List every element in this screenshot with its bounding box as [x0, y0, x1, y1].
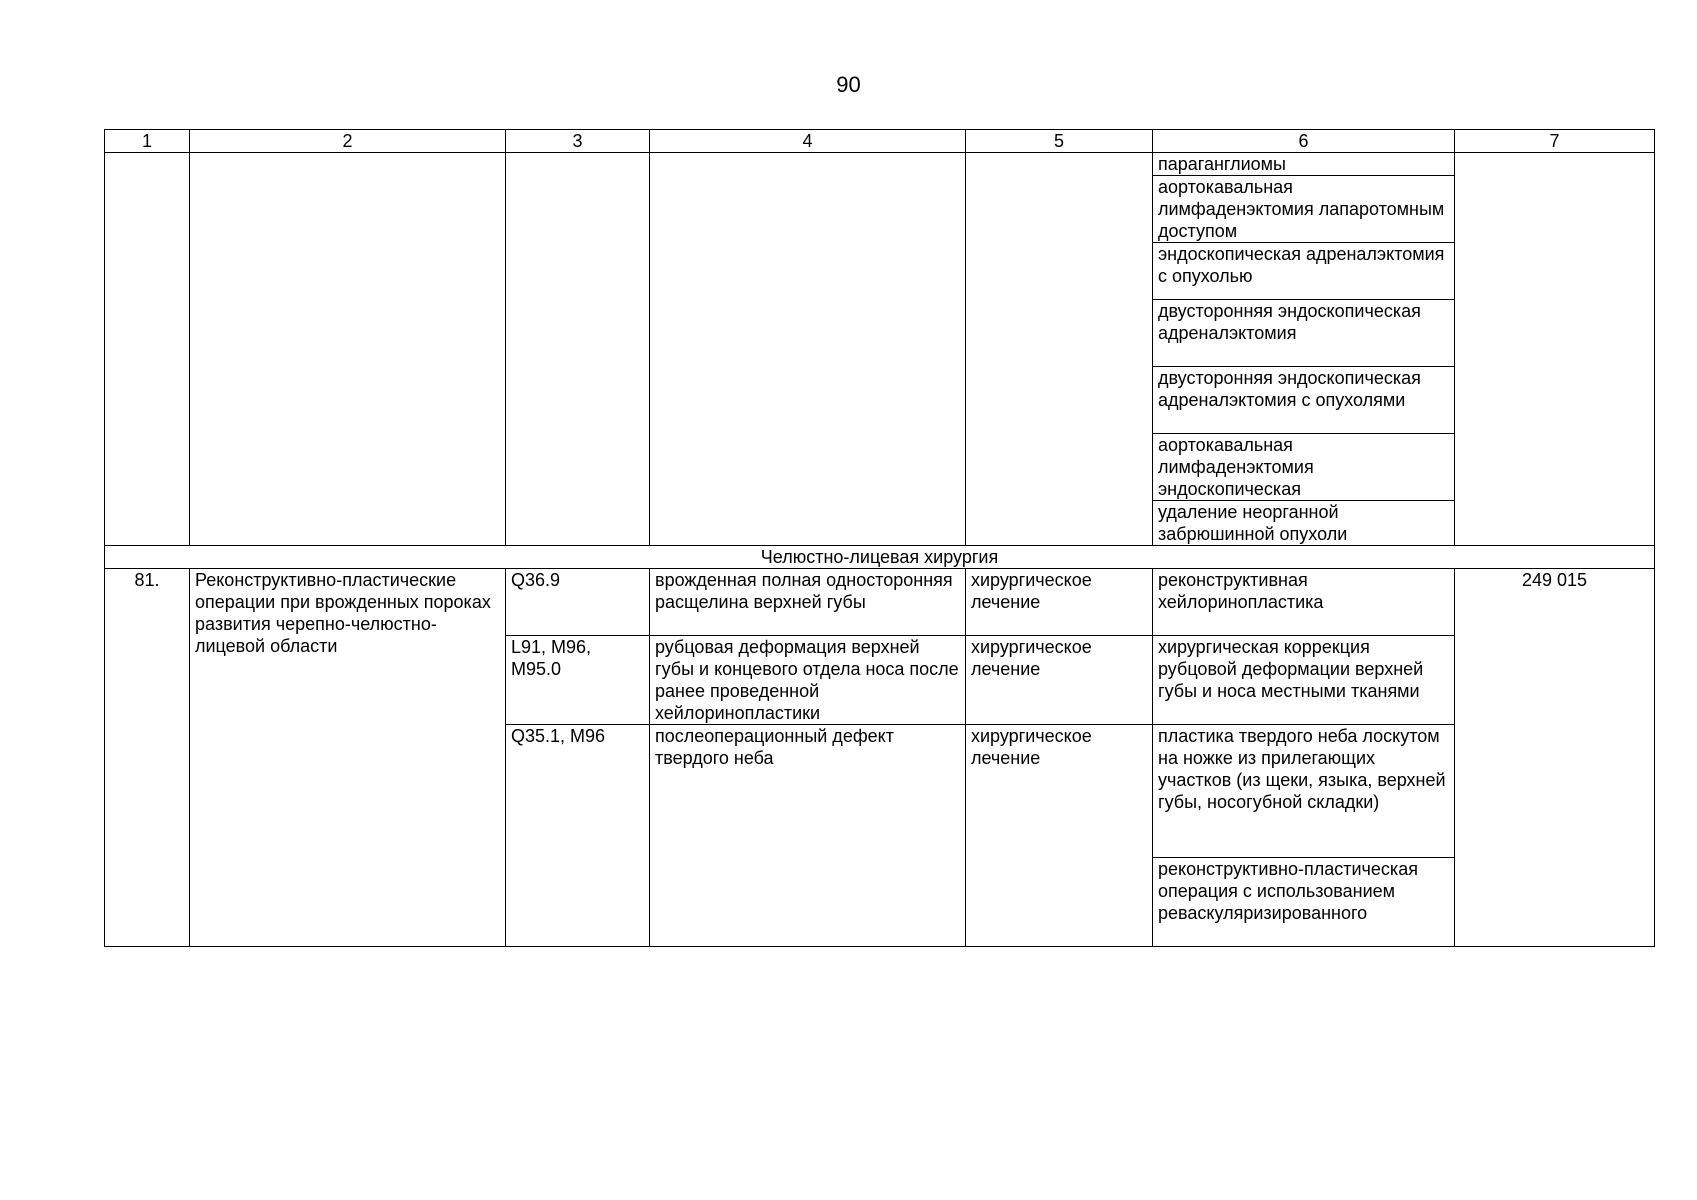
- treatment-type: хирургическое лечение: [966, 569, 1153, 636]
- table-row: [105, 569, 1655, 636]
- header-cell-1: 1: [105, 130, 190, 153]
- methods-cell: [1153, 725, 1455, 947]
- header-row: [105, 130, 1655, 153]
- method: хирургическая коррекция рубцовой деформации верхней губы и носа местными тканями: [1153, 636, 1455, 725]
- header-cell-4: 4: [650, 130, 966, 153]
- tariff-table: [104, 129, 1655, 947]
- icd-codes: L91, M96, M95.0: [506, 636, 650, 725]
- treatment-type: хирургическое лечение: [966, 636, 1153, 725]
- header-cell-6: 6: [1153, 130, 1455, 153]
- method: пластика твердого неба лоскутом на ножке из прилегающих участков (из щеки, языка, верхней губы, носогубной складки): [1153, 725, 1454, 858]
- icd-codes: Q36.9: [506, 569, 650, 636]
- page-number: 90: [836, 72, 861, 97]
- operation-item: удаление неорганной забрюшинной опухоли: [1158, 502, 1348, 544]
- header-cell-7: 7: [1455, 130, 1655, 153]
- entry-number: 81.: [105, 569, 190, 947]
- method: реконструктивно-пластическая операция с использованием реваскуляризированного: [1158, 859, 1418, 923]
- treatment-type: хирургическое лечение: [966, 725, 1153, 947]
- operation-item: двусторонняя эндоскопическая адреналэктомия с опухолями: [1153, 367, 1454, 434]
- operation-item: параганглиомы: [1153, 153, 1454, 176]
- header-cell-2: 2: [190, 130, 506, 153]
- continued-row: [105, 153, 1655, 546]
- header-cell-5: 5: [966, 130, 1153, 153]
- diagnosis: врожденная полная односторонняя расщелина верхней губы: [650, 569, 966, 636]
- diagnosis: послеоперационный дефект твердого неба: [650, 725, 966, 947]
- section-title: Челюстно-лицевая хирургия: [105, 546, 1655, 569]
- continued-operations-cell: [1153, 153, 1455, 546]
- operation-item: эндоскопическая адреналэктомия с опухолью: [1153, 243, 1454, 300]
- operation-item: аортокавальная лимфаденэктомия лапаротомным доступом: [1153, 176, 1454, 243]
- price: 249 015: [1455, 569, 1655, 947]
- section-row: [105, 546, 1655, 569]
- method: реконструктивная хейлоринопластика: [1153, 569, 1455, 636]
- entry-name: Реконструктивно-пластические операции при врожденных пороках развития черепно-челюстно-лицевой области: [190, 569, 506, 947]
- diagnosis: рубцовая деформация верхней губы и концевого отдела носа после ранее проведенной хейлоринопластики: [650, 636, 966, 725]
- operation-item: аортокавальная лимфаденэктомия эндоскопическая: [1153, 434, 1454, 501]
- header-cell-3: 3: [506, 130, 650, 153]
- icd-codes: Q35.1, M96: [506, 725, 650, 947]
- operation-item: двусторонняя эндоскопическая адреналэктомия: [1153, 300, 1454, 367]
